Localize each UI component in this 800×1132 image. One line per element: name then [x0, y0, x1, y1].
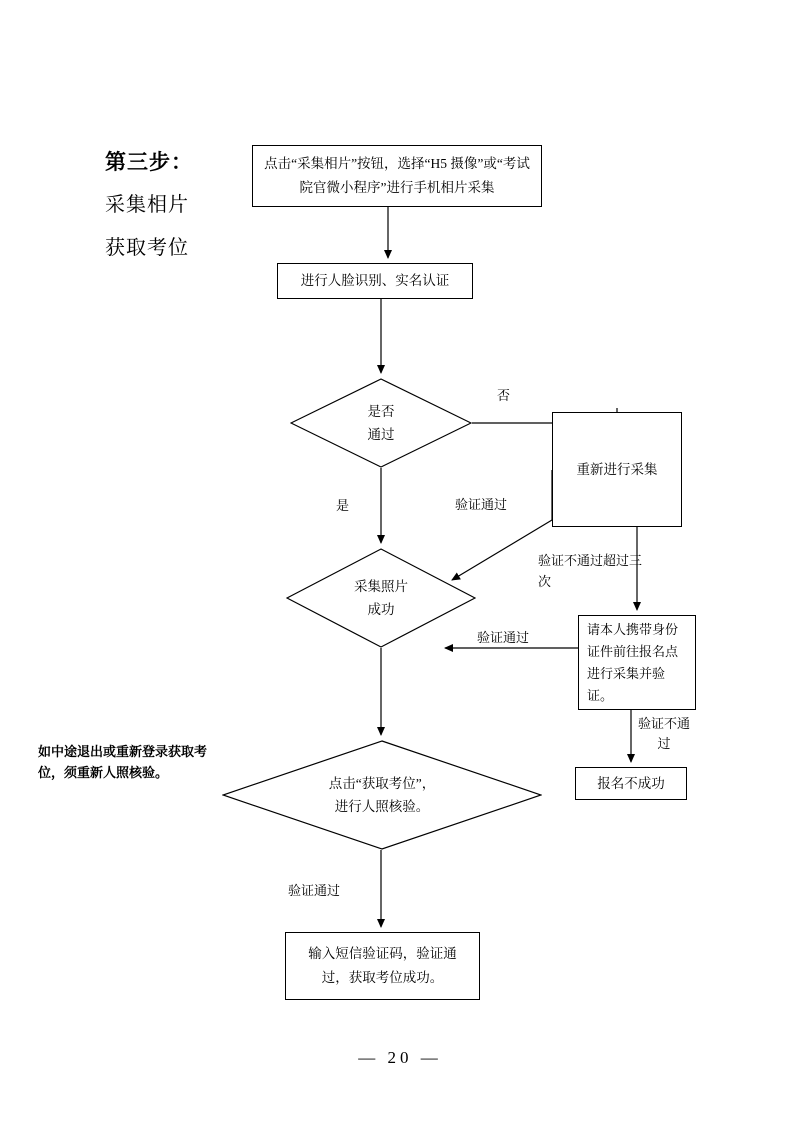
edge-label-no: 否	[497, 388, 511, 403]
node-sms-code-label	[294, 942, 471, 990]
node-id-card-onsite[interactable]	[578, 615, 696, 710]
node-get-seat-line2: 进行人照核验。	[334, 799, 430, 814]
page-number: — 20 —	[358, 1048, 442, 1067]
node-face-auth-label: 进行人脸识别、实名认证	[300, 273, 450, 288]
node-id-card-onsite-label: 请本人携带身份证件前往报名点进行采集并验证。	[587, 621, 679, 703]
node-pass-decision-line2: 通过	[367, 427, 395, 442]
diamond-shape	[290, 378, 472, 468]
edge-label-verify-pass-2: 验证通过	[477, 630, 530, 645]
node-get-seat[interactable]	[222, 740, 542, 850]
node-signup-failed[interactable]	[575, 767, 687, 800]
node-collect-photo[interactable]	[252, 145, 542, 207]
diamond-shape	[222, 740, 542, 850]
node-pass-decision-line1: 是否	[367, 404, 395, 419]
node-collect-success-line1: 采集照片	[354, 579, 408, 594]
node-sms-code-line2: 过，获取考位成功。	[321, 970, 444, 985]
node-sms-code-line1: 输入短信验证码，验证通	[308, 946, 457, 961]
edge-label-verify-not-pass: 验证不通过	[637, 716, 690, 751]
node-recollect-label: 重新进行采集	[576, 461, 658, 477]
node-collect-success[interactable]	[286, 548, 476, 648]
node-collect-success-line2: 成功	[367, 602, 395, 617]
step-title-line3: 获取考位	[105, 235, 189, 259]
node-sms-code[interactable]	[285, 932, 480, 1000]
side-note: 如中途退出或重新登录获取考位，须重新人照核验。	[38, 745, 208, 781]
edge-label-yes: 是	[336, 498, 350, 513]
node-face-auth[interactable]	[277, 263, 473, 299]
edge-label-verify-pass-3: 验证通过	[288, 883, 341, 898]
edge-label-verify-fail-over3: 验证不通过超过三次	[538, 553, 643, 589]
node-get-seat-line1: 点击“获取考位”，	[328, 776, 436, 791]
diamond-shape	[286, 548, 476, 648]
node-pass-decision[interactable]	[290, 378, 472, 468]
node-signup-failed-label: 报名不成功	[597, 775, 665, 791]
step-title-line2: 采集相片	[105, 192, 189, 216]
step-title-line1: 第三步：	[105, 149, 193, 174]
node-recollect[interactable]	[552, 412, 682, 527]
node-collect-photo-label: 点击“采集相片”按钮，选择“H5 摄像”或“考试院官微小程序”进行手机相片采集	[264, 156, 530, 195]
edge-label-verify-pass-1: 验证通过	[455, 497, 508, 512]
